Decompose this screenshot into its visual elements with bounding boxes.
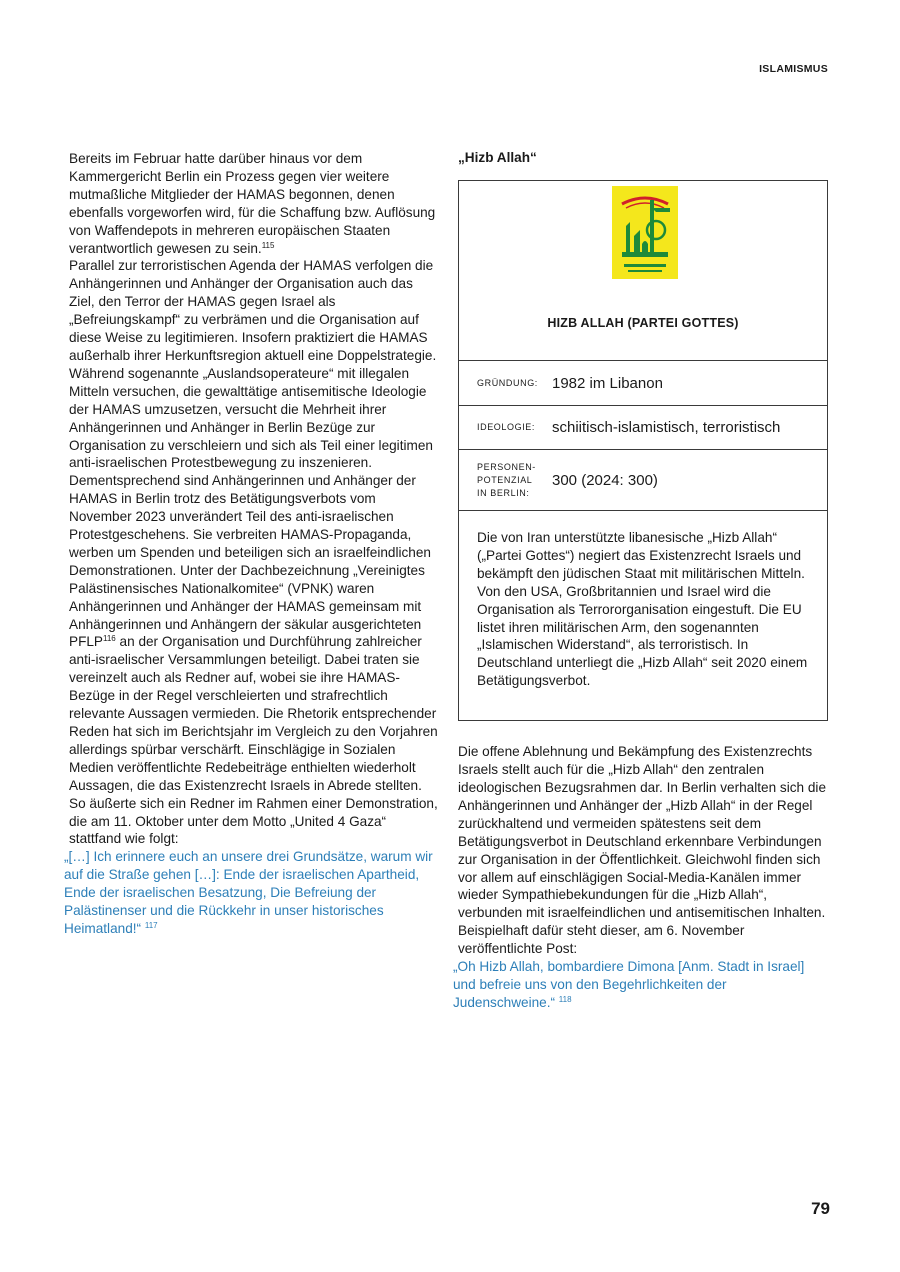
footnote-ref: 116 (103, 634, 116, 644)
quote-united4gaza (64, 848, 441, 938)
quote-text: „Oh Hizb Allah, bombardiere Dimona [Anm. Stadt in Israel] und befreie uns von den Begehrlichkeiten der Judenschweine.“ (453, 959, 805, 1010)
row-value: 1982 im Libanon (552, 374, 663, 392)
info-box-description: Die von Iran unterstützte libanesische „Hizb Allah“ („Partei Gottes“) negiert das Existenzrecht Israels und bekämpft den jüdischen Staat mit militärischen Mitteln. Von den USA, Großbritannien und Israel wird die Organisation als Terrororganisation eingestuft. Die EU listet ihren militärischen Arm, den sogenannten „Islamischen Widerstand“, als terroristisch. In Deutschland unterliegt die „Hizb Allah“ seit 2020 einem Betätigungsverbot. (477, 530, 808, 689)
box-heading: „Hizb Allah“ (458, 150, 537, 165)
organization-info-box (458, 180, 828, 721)
info-row-ideologie (459, 406, 827, 450)
info-row-personenpotenzial (459, 450, 827, 511)
paragraph-hamas-berlin (69, 472, 441, 848)
paragraph-hizb-allah-berlin: Die offene Ablehnung und Bekämpfung des Existenzrechts Israels stellt auch für die „Hizb Allah“ den zentralen ideologischen Bezugsrahmen dar. In Berlin verhalten sich die Anhängerinnen und Anhänger der „Hizb Allah“ in der Regel zurückhaltend und vermeiden spätestens seit dem Betätigungsverbot in Deutschland erkennbare Verbindungen zur Organisation in der Öffentlichkeit. Gleichwohl finden sich vor allem auf einschlägigen Social-Media-Kanälen immer wieder Sympathiebekundungen für die „Hizb Allah“, verbunden mit israelfeindlichen und antisemitischen Inhalten. Beispielhaft dafür steht dieser, am 6. November veröffentlichte Post: (458, 744, 827, 957)
info-row-gruendung (459, 361, 827, 406)
paragraph-hamas-trial (69, 150, 441, 257)
row-label: IDEOLOGIE: (477, 422, 536, 432)
paragraph-text: Dementsprechend sind Anhängerinnen und Anhänger der HAMAS in Berlin trotz des Betätigungsverbots vom November 2023 unverändert Teil des anti-israelischen Protestgeschehens. Sie verbreiten HAMAS-Propaganda, werben um Spenden und beteiligen sich an israelfeindlichen Demonstrationen. Unter der Dachbezeichnung „Vereinigtes Palästinensisches Nationalkomitee“ (VPNK) waren Anhängerinnen und Anhänger der HAMAS gemeinsam mit Anhängerinnen und Anhängern der säkular ausgerichteten PFLP (69, 473, 431, 650)
row-label: GRÜNDUNG: (477, 377, 538, 388)
row-value: 300 (2024: 300) (552, 471, 658, 489)
paragraph-text: an der Organisation und Durchführung zahlreicher anti-israelischer Versammlungen beteiligt. Dabei traten sie vereinzelt auch als Redner auf, wobei sie ihre HAMAS-Bezüge in der Regel verschleierten und strafrechtlich relevante Aussagen vermieden. Die Rhetorik entsprechender Reden hat sich im Berichtsjahr im Vergleich zu den Vorjahren allerdings spürbar verschärft. Einschlägige in Sozialen Medien veröffentlichte Redebeiträge enthielten wiederholt Aussagen, die das Existenzrecht Israels in Abrede stellten. So äußerte sich ein Redner im Rahmen einer Demonstration, die am 11. Oktober unter dem Motto „United 4 Gaza“ stattfand wie folgt: (69, 634, 438, 847)
page-number: 79 (811, 1199, 830, 1218)
quote-text: „[…] Ich erinnere euch an unsere drei Grundsätze, warum wir auf die Straße gehen […]: Ende der israelischen Apartheid, Ende der israelischen Besatzung, Die Befreiung der Palästinenser und die Rückkehr in unser historisches Heimatland!“ (64, 849, 433, 936)
quote-dimona (453, 958, 830, 1012)
footnote-ref: 117 (144, 920, 158, 930)
paragraph-hamas-strategy: Parallel zur terroristischen Agenda der HAMAS verfolgen die Anhängerinnen und Anhänger der Organisation auch das Ziel, den Terror der HAMAS gegen Israel als „Befreiungskampf“ zu verbrämen und die Organisation auf diese Weise zu legitimieren. Insofern praktiziert die HAMAS außerhalb ihrer Herkunftsregion aktuell eine Doppelstrategie. Während sogenannte „Auslandsoperateure“ mit illegalen Mitteln versuchen, die gewalttätige antisemitische Ideologie der HAMAS umzusetzen, versucht die Mehrheit ihrer Anhängerinnen und Anhänger in Berlin Bezüge zur Organisation zu verschleiern und sich als Teil einer legitimen anti-israelischen Protestbewegung zu inszenieren. (69, 258, 437, 471)
paragraph-text: Bereits im Februar hatte darüber hinaus vor dem Kammergericht Berlin ein Prozess gegen vier weitere mutmaßliche Mitglieder der HAMAS begonnen, denen ebenfalls vorgeworfen wird, für die Schaffung bzw. Auflösung von Waffendepots in mehreren europäischen Staaten verantwortlich gewesen zu sein. (69, 151, 436, 256)
footnote-ref: 115 (261, 240, 275, 250)
hizb-allah-logo-icon (612, 186, 678, 279)
right-column (453, 150, 830, 1012)
footnote-ref: 118 (558, 994, 572, 1004)
info-box-header (459, 181, 827, 361)
section-label: ISLAMISMUS (759, 63, 828, 75)
left-column (64, 150, 441, 938)
row-label: PERSONEN- POTENZIAL IN BERLIN: (477, 461, 536, 498)
info-box-title: HIZB ALLAH (PARTEI GOTTES) (547, 316, 739, 330)
row-value: schiitisch-islamistisch, terroristisch (552, 419, 781, 436)
